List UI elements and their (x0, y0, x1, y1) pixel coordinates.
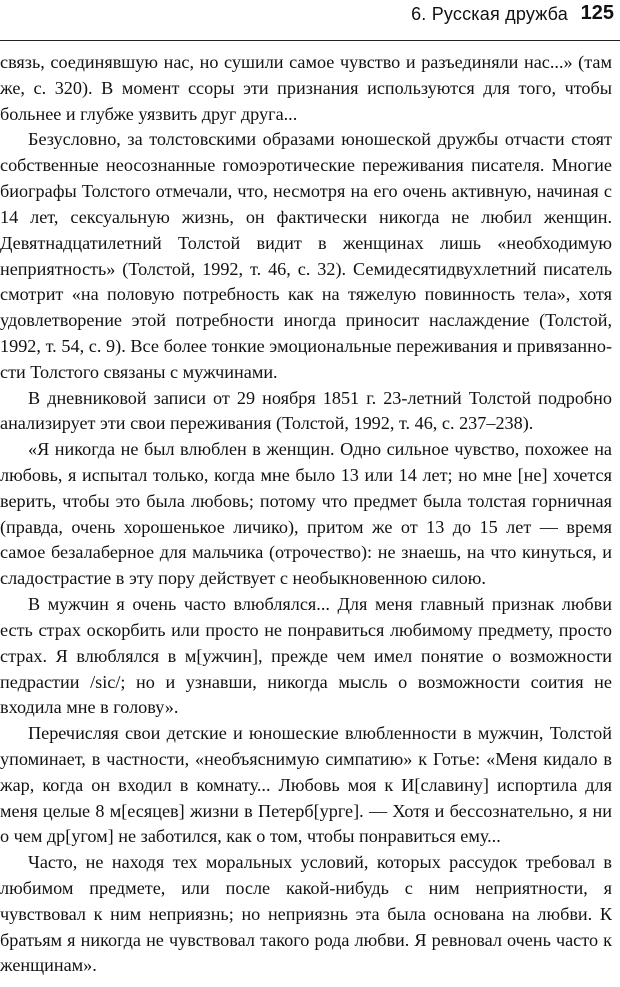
page-header (0, 0, 620, 44)
paragraph: В дневниковой записи от 29 ноября 1851 г. 23-летний Толстой подробно анализирует эти свои переживания (Толстой, 1992, т. 46, с. 237–238). (0, 387, 612, 434)
body-text (0, 50, 612, 979)
paragraph: связь, соединявшую нас, но сушили самое чувство и разъединяли нас...» (там же, с. 320). В момент ссоры эти признания используются для того, чтобы больнее и глубже уязвить друг друга... (0, 52, 612, 124)
page-number: 125 (580, 2, 614, 24)
paragraph: Перечисляя свои детские и юношеские влюбленности в мужчин, Толстой упоминает, в частности, «необъяснимую симпатию» к Готье: «Меня кидало в жар, когда он входил в комнату... Любовь моя к И[славину] испортила для меня целые 8 м[есяцев] жизни в Петерб[урге]. — Хотя и бессознательно, я ни о чем др[угом] не заботился, как о том, чтобы понравиться ему... (0, 723, 612, 847)
paragraph: «Я никогда не был влюблен в женщин. Одно сильное чувство, похожее на любовь, я испытал только, когда мне было 13 или 14 лет; но мне [не] хочется верить, чтобы это была любовь; потому что предмет была толстая горничная (правда, очень хорошенькое личико), притом же от 13 до 15 лет — время самое безалаберное для мальчика (отрочество): не знаешь, на что кинуться, и сладострастие в эту пору действует с необыкновенною силою. (0, 439, 612, 589)
paragraph: Часто, не находя тех моральных условий, которых рассудок требовал в любимом предмете, или после какой-нибудь с ним неприятности, я чувствовал к ним неприязнь; но неприязнь эта была основана на любви. К братьям я никогда не чувствовал такого рода любви. Я ревновал очень часто к женщинам». (0, 852, 612, 976)
header-rule (0, 40, 620, 41)
paragraph: В мужчин я очень часто влюблялся... Для меня главный признак любви есть страх оскорбить или просто не понравиться любимому предмету, просто страх. Я влюблялся в м[ужчин], прежде чем имел понятие о возможности педрастии /sic/; но и узнавши, никогда мысль о возможности соития не входила мне в голову». (0, 594, 612, 718)
paragraph: Безусловно, за толстовскими образами юношеской дружбы отчасти стоят собственные неосознанные гомоэротические переживания писателя. Многие биографы Толстого отмечали, что, несмотря на его очень активную, начиная с 14 лет, сексуальную жизнь, он фактически никогда не любил женщин. Девятнадцатилетний Толстой видит в женщинах лишь «необходимую неприятность» (Толстой, 1992, т. 46, с. 32). Семидесятидвухлетний писатель смотрит «на половую потребность как на тяжелую повинность тела», хотя удовлетворение этой потребности иногда приносит наслаждение (Толстой, 1992, т. 54, с. 9). Все более тонкие эмоциональные переживания и привязанности Толстого связаны с мужчинами. (0, 129, 612, 382)
running-title: 6. Русская дружба (411, 4, 568, 24)
